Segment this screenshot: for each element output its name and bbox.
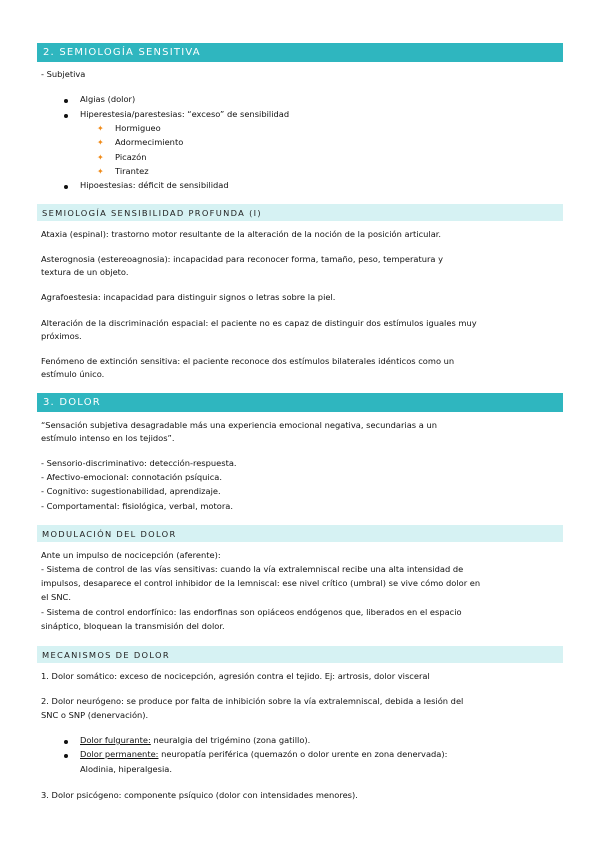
sub-list-item: Picazón [115,152,147,162]
section-title: 3. DOLOR [43,397,101,408]
paragraph: textura de un objeto. [41,267,129,277]
term-text: neuralgia del trigémino (zona gatillo). [150,735,311,745]
paragraph: el SNC. [41,592,71,602]
section-title: 2. SEMIOLOGÍA SENSITIVA [43,47,201,58]
bullet-icon [64,99,68,103]
term-text: neuropatía periférica (quemazón o dolor urente en zona denervada): [158,749,448,759]
paragraph: Fenómeno de extinción sensitiva: el paciente reconoce dos estímulos bilaterales idénticos como un [41,356,455,366]
sub-list-item: Hormigueo [115,123,161,133]
list-item: - Sensorio-discriminativo: detección-respuesta. [41,458,237,468]
sub-list-item: Adormecimiento [115,137,184,147]
paragraph: sináptico, bloquean la transmisión del dolor. [41,621,225,631]
paragraph: Alteración de la discriminación espacial: el paciente no es capaz de distinguir dos estímulos iguales muy [41,318,477,328]
list-item: - Afectivo-emocional: connotación psíquica. [41,472,222,482]
section-title: MECANISMOS DE DOLOR [42,649,170,660]
paragraph: 1. Dolor somático: exceso de nocicepción, agresión contra el tejido. Ej: artrosis, dolor visceral [41,671,430,681]
list-item: Hipoestesias: déficit de sensibilidad [80,180,229,190]
list-item: Algias (dolor) [80,94,136,104]
sub-list-item: Tirantez [115,166,149,176]
bullet-icon [64,185,68,189]
star-bullet-icon: ✦ [97,138,104,147]
bullet-icon [64,740,68,744]
list-item [80,748,447,761]
list-item-continuation: Alodinia, hiperalgesia. [80,764,173,774]
quote: estímulo intenso en los tejidos”. [41,433,175,443]
section-header-semiologia-sensitiva [37,43,563,62]
paragraph: 3. Dolor psicógeno: componente psíquico (dolor con intensidades menores). [41,790,358,800]
list-item: - Cognitivo: sugestionabilidad, aprendizaje. [41,486,221,496]
star-bullet-icon: ✦ [97,153,104,162]
subjetiva-label: - Subjetiva [41,69,86,79]
section-title: SEMIOLOGÍA SENSIBILIDAD PROFUNDA (I) [42,207,262,218]
paragraph: Agrafoestesia: incapacidad para distinguir signos o letras sobre la piel. [41,292,336,302]
paragraph: impulsos, desaparece el control inhibidor de la lemniscal: ese nivel crítico (umbral) se vive cómo dolor en [41,578,481,588]
quote: “Sensación subjetiva desagradable más una experiencia emocional negativa, secundarias a un [41,420,437,430]
term-label: Dolor permanente: [80,749,159,759]
section-header-modulacion [37,525,563,542]
star-bullet-icon: ✦ [97,124,104,133]
section-header-mecanismos [37,646,563,663]
paragraph: SNC o SNP (denervación). [41,710,149,720]
section-header-sensibilidad-profunda [37,204,563,221]
paragraph: Ante un impulso de nocicepción (aferente): [41,550,221,560]
list-item: Hiperestesia/parestesias: “exceso” de sensibilidad [80,109,290,119]
list-item: - Comportamental: fisiológica, verbal, motora. [41,501,233,511]
paragraph: - Sistema de control de las vías sensitivas: cuando la vía extralemniscal recibe una alta intensidad de [41,564,464,574]
bullet-icon [64,114,68,118]
section-title: MODULACIÓN DEL DOLOR [42,528,177,539]
section-header-dolor [37,393,563,412]
paragraph: - Sistema de control endorfínico: las endorfinas son opiáceos endógenos que, liberados en el espacio [41,607,462,617]
term-label: Dolor fulgurante: [80,735,151,745]
bullet-icon [64,754,68,758]
star-bullet-icon: ✦ [97,167,104,176]
list-item [80,734,310,747]
paragraph: Ataxia (espinal): trastorno motor resultante de la alteración de la noción de la posición articular. [41,229,442,239]
paragraph: Asterognosia (estereoagnosia): incapacidad para reconocer forma, tamaño, peso, temperatura y [41,254,444,264]
paragraph: 2. Dolor neurógeno: se produce por falta de inhibición sobre la vía extralemniscal, debida a lesión del [41,696,464,706]
paragraph: próximos. [41,331,82,341]
paragraph: estímulo único. [41,369,105,379]
